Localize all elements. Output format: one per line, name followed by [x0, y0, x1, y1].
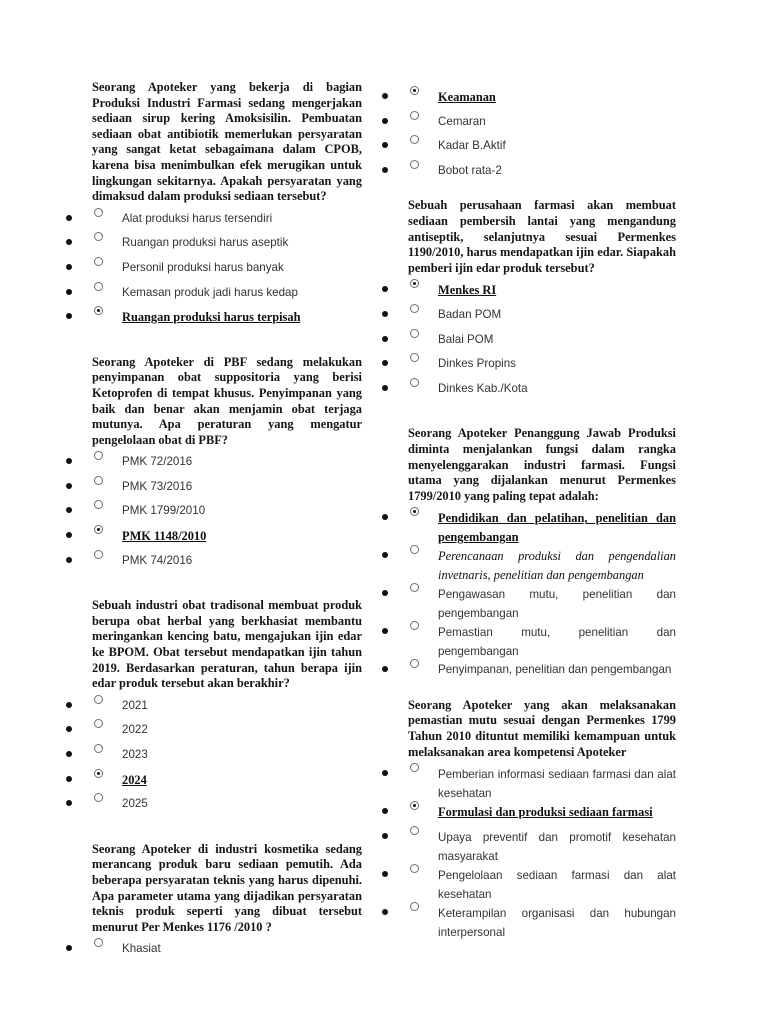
- option-7c[interactable]: [380, 828, 676, 866]
- radio-unchecked-icon[interactable]: [94, 476, 103, 485]
- option-3c[interactable]: [64, 746, 362, 771]
- option-label: 2025: [122, 797, 148, 811]
- question-4: Seorang Apoteker di industri kosmetika sedang merancang produk baru sediaan pemutih. Ada beberapa persyaratan teknis yang harus dipenuhi. Apa parameter utama yang dijadikan persyaratan teknis produk seperti yang dibuat tersebut menurut Per Menkes 1176 /2010 ?: [92, 841, 362, 934]
- option-3d[interactable]: [64, 771, 362, 796]
- option-1b[interactable]: [64, 234, 362, 259]
- selected-option-label: PMK 1148/2010: [122, 529, 207, 544]
- option-4e[interactable]: [380, 162, 676, 187]
- selected-option-label: Pendidikan dan pelatihan, penelitian dan pengembangan: [438, 511, 676, 545]
- options-question-4-continued: [380, 88, 676, 186]
- radio-unchecked-icon[interactable]: [94, 695, 103, 704]
- option-label: Keterampilan organisasi dan hubungan interpersonal: [438, 906, 676, 939]
- radio-unchecked-icon[interactable]: [410, 902, 419, 911]
- question-6: Seorang Apoteker Penanggung Jawab Produksi diminta menjalankan fungsi dalam rangka menyelenggarakan industri farmasi. Fungsi utama yang dijalankan menurut Permenkes 1799/2010 yang paling tepat adalah:: [408, 426, 676, 503]
- option-6c[interactable]: [380, 585, 676, 623]
- option-label: Pemastian mutu, penelitian dan pengembangan: [438, 626, 676, 659]
- option-label: PMK 74/2016: [122, 553, 193, 567]
- radio-unchecked-icon[interactable]: [410, 864, 419, 873]
- option-1c[interactable]: [64, 259, 362, 284]
- radio-unchecked-icon[interactable]: [94, 793, 103, 802]
- option-label: PMK 1799/2010: [122, 504, 206, 518]
- bullet-icon: [382, 590, 388, 596]
- option-7b[interactable]: [380, 803, 676, 828]
- option-label: Bobot rata-2: [438, 163, 502, 177]
- radio-unchecked-icon[interactable]: [410, 304, 419, 313]
- option-3e[interactable]: [64, 795, 362, 820]
- question-2: Seorang Apoteker di PBF sedang melakukan penyimpanan obat suppositoria yang berisi Ketoprofen di tempat khusus. Penyimpanan yang baik dan benar akan menjamin obat terjaga mutunya. Apa peraturan yang mengatur pengelolaan obat di PBF?: [92, 354, 362, 447]
- question-3: Sebuah industri obat tradisonal membuat produk berupa obat herbal yang berkhasiat membantu meringankan kencing batu, mengajukan ijin edar ke BPOM. Obat tersebut mendapatkan ijin tahun 2019. Berdasarkan peraturan, tahun berapa ijin edar produk tersebut akan berakhir?: [92, 598, 362, 691]
- bullet-icon: [382, 833, 388, 839]
- option-6b[interactable]: [380, 547, 676, 585]
- bullet-icon: [382, 909, 388, 915]
- bullet-icon: [66, 776, 72, 782]
- option-5d[interactable]: [380, 355, 676, 380]
- bullet-icon: [66, 313, 72, 319]
- bullet-icon: [382, 142, 388, 148]
- option-5b[interactable]: [380, 306, 676, 331]
- options-question-3: [64, 697, 362, 820]
- radio-unchecked-icon[interactable]: [410, 111, 419, 120]
- option-label: Penyimpanan, penelitian dan pengembangan: [438, 663, 672, 677]
- bullet-icon: [382, 552, 388, 558]
- radio-unchecked-icon[interactable]: [94, 938, 103, 947]
- option-5c[interactable]: [380, 331, 676, 356]
- radio-unchecked-icon[interactable]: [410, 353, 419, 362]
- option-7e[interactable]: [380, 904, 676, 942]
- radio-unchecked-icon[interactable]: [410, 378, 419, 387]
- option-label: Alat produksi harus tersendiri: [122, 211, 273, 225]
- bullet-icon: [66, 239, 72, 245]
- radio-unchecked-icon[interactable]: [410, 826, 419, 835]
- option-4c[interactable]: [380, 113, 676, 138]
- option-label: Pengawasan mutu, penelitian dan pengembangan: [438, 588, 676, 621]
- radio-unchecked-icon[interactable]: [94, 451, 103, 460]
- options-question-1: [64, 210, 362, 333]
- radio-unchecked-icon[interactable]: [94, 282, 103, 291]
- options-question-5: [380, 281, 676, 404]
- radio-unchecked-icon[interactable]: [94, 744, 103, 753]
- bullet-icon: [66, 532, 72, 538]
- bullet-icon: [66, 507, 72, 513]
- selected-option-label: Ruangan produksi harus terpisah: [122, 310, 301, 325]
- option-2c[interactable]: [64, 502, 362, 527]
- radio-unchecked-icon[interactable]: [410, 763, 419, 772]
- option-5a[interactable]: [380, 281, 676, 306]
- bullet-icon: [66, 557, 72, 563]
- bullet-icon: [382, 93, 388, 99]
- question-7: Seorang Apoteker yang akan melaksanakan pemastian mutu sesuai dengan Permenkes 1799 Tahun 2010 dituntut memiliki kemampuan untuk melaksanakan area kompetensi Apoteker: [408, 697, 676, 759]
- bullet-icon: [66, 458, 72, 464]
- bullet-icon: [382, 286, 388, 292]
- option-4a[interactable]: [64, 940, 362, 965]
- radio-unchecked-icon[interactable]: [94, 719, 103, 728]
- radio-unchecked-icon[interactable]: [410, 160, 419, 169]
- option-label: Dinkes Propins: [438, 357, 516, 371]
- option-label: Upaya preventif dan promotif kesehatan masyarakat: [438, 830, 676, 863]
- option-7a[interactable]: [380, 765, 676, 803]
- option-1a[interactable]: [64, 210, 362, 235]
- bullet-icon: [66, 726, 72, 732]
- options-question-6: [380, 509, 676, 686]
- bullet-icon: [382, 118, 388, 124]
- option-label: Perencanaan produksi dan pengendalian invetnaris, penelitian dan pengembangan: [438, 549, 676, 583]
- selected-option-label: 2024: [122, 772, 147, 787]
- option-1e[interactable]: [64, 308, 362, 333]
- option-1d[interactable]: [64, 284, 362, 309]
- option-label: Kadar B.Aktif: [438, 139, 506, 153]
- bullet-icon: [382, 514, 388, 520]
- option-label: Personil produksi harus banyak: [122, 260, 284, 274]
- option-label: Pemberian informasi sediaan farmasi dan alat kesehatan: [438, 768, 676, 801]
- selected-option-label: Menkes RI: [438, 283, 497, 298]
- option-label: Khasiat: [122, 942, 161, 956]
- radio-unchecked-icon[interactable]: [410, 621, 419, 630]
- option-6d[interactable]: [380, 623, 676, 661]
- option-2e[interactable]: [64, 552, 362, 577]
- option-label: Ruangan produksi harus aseptik: [122, 236, 289, 250]
- option-7d[interactable]: [380, 866, 676, 904]
- options-question-7: [380, 765, 676, 942]
- options-question-4: [64, 940, 362, 965]
- options-question-2: [64, 453, 362, 576]
- radio-unchecked-icon[interactable]: [410, 545, 419, 554]
- option-6e[interactable]: [380, 661, 676, 686]
- bullet-icon: [382, 311, 388, 317]
- radio-unchecked-icon[interactable]: [94, 232, 103, 241]
- radio-checked-icon[interactable]: [94, 769, 103, 778]
- radio-checked-icon[interactable]: [410, 279, 419, 288]
- radio-unchecked-icon[interactable]: [94, 208, 103, 217]
- bullet-icon: [382, 770, 388, 776]
- question-5: Sebuah perusahaan farmasi akan membuat sediaan pembersih lantai yang mengandung antiseptik, selanjutnya sesuai Permenkes 1190/2010, harus mendapatkan ijin edar. Siapakah pemberi ijin edar produk tersebut?: [408, 198, 676, 275]
- option-label: Pengelolaan sediaan farmasi dan alat kesehatan: [438, 868, 676, 901]
- option-5e[interactable]: [380, 380, 676, 405]
- radio-unchecked-icon[interactable]: [410, 659, 419, 668]
- bullet-icon: [66, 483, 72, 489]
- option-label: PMK 72/2016: [122, 455, 193, 469]
- left-column: [64, 80, 362, 965]
- option-6a[interactable]: [380, 509, 676, 547]
- bullet-icon: [382, 167, 388, 173]
- option-label: 2022: [122, 723, 148, 737]
- bullet-icon: [66, 800, 72, 806]
- bullet-icon: [66, 751, 72, 757]
- bullet-icon: [66, 215, 72, 221]
- option-3b[interactable]: [64, 721, 362, 746]
- option-label: 2023: [122, 748, 148, 761]
- option-2a[interactable]: [64, 453, 362, 478]
- bullet-icon: [66, 264, 72, 270]
- option-label: 2021: [122, 698, 148, 712]
- bullet-icon: [66, 945, 72, 951]
- option-label: PMK 73/2016: [122, 479, 193, 493]
- bullet-icon: [382, 808, 388, 814]
- option-2b[interactable]: [64, 478, 362, 503]
- radio-checked-icon[interactable]: [94, 306, 103, 315]
- bullet-icon: [66, 289, 72, 295]
- bullet-icon: [382, 385, 388, 391]
- bullet-icon: [66, 702, 72, 708]
- option-label: Kemasan produk jadi harus kedap: [122, 285, 298, 299]
- selected-option-label: Keamanan: [438, 90, 496, 104]
- radio-unchecked-icon[interactable]: [94, 550, 103, 559]
- question-1: Seorang Apoteker yang bekerja di bagian Produksi Industri Farmasi sedang mengerjakan sediaan sirup kering Amoksisilin. Pembuatan sediaan obat antibiotik memerlukan persyaratan yang sangat ketat sebagaimana dalam CPOB, karena bisa menimbulkan efek merugikan untuk lingkungan sekitarnya. Apakah persyaratan yang dimaksud dalam produksi sediaan tersebut?: [92, 80, 362, 204]
- option-label: Balai POM: [438, 332, 494, 346]
- radio-unchecked-icon[interactable]: [410, 583, 419, 592]
- bullet-icon: [382, 360, 388, 366]
- option-label: Badan POM: [438, 307, 502, 321]
- radio-unchecked-icon[interactable]: [410, 329, 419, 338]
- option-3a[interactable]: [64, 697, 362, 722]
- radio-checked-icon[interactable]: [410, 86, 419, 95]
- radio-unchecked-icon[interactable]: [410, 135, 419, 144]
- option-label: Dinkes Kab./Kota: [438, 381, 528, 395]
- right-column: [380, 88, 676, 942]
- radio-checked-icon[interactable]: [94, 525, 103, 534]
- selected-option-label: Formulasi dan produksi sediaan farmasi: [438, 805, 653, 820]
- option-4d[interactable]: [380, 137, 676, 162]
- option-2d[interactable]: [64, 527, 362, 552]
- radio-unchecked-icon[interactable]: [94, 257, 103, 266]
- bullet-icon: [382, 666, 388, 672]
- option-4b[interactable]: [380, 88, 676, 113]
- radio-unchecked-icon[interactable]: [94, 500, 103, 509]
- bullet-icon: [382, 628, 388, 634]
- option-label: Cemaran: [438, 114, 486, 128]
- radio-checked-icon[interactable]: [410, 801, 419, 810]
- bullet-icon: [382, 336, 388, 342]
- radio-checked-icon[interactable]: [410, 507, 419, 516]
- bullet-icon: [382, 871, 388, 877]
